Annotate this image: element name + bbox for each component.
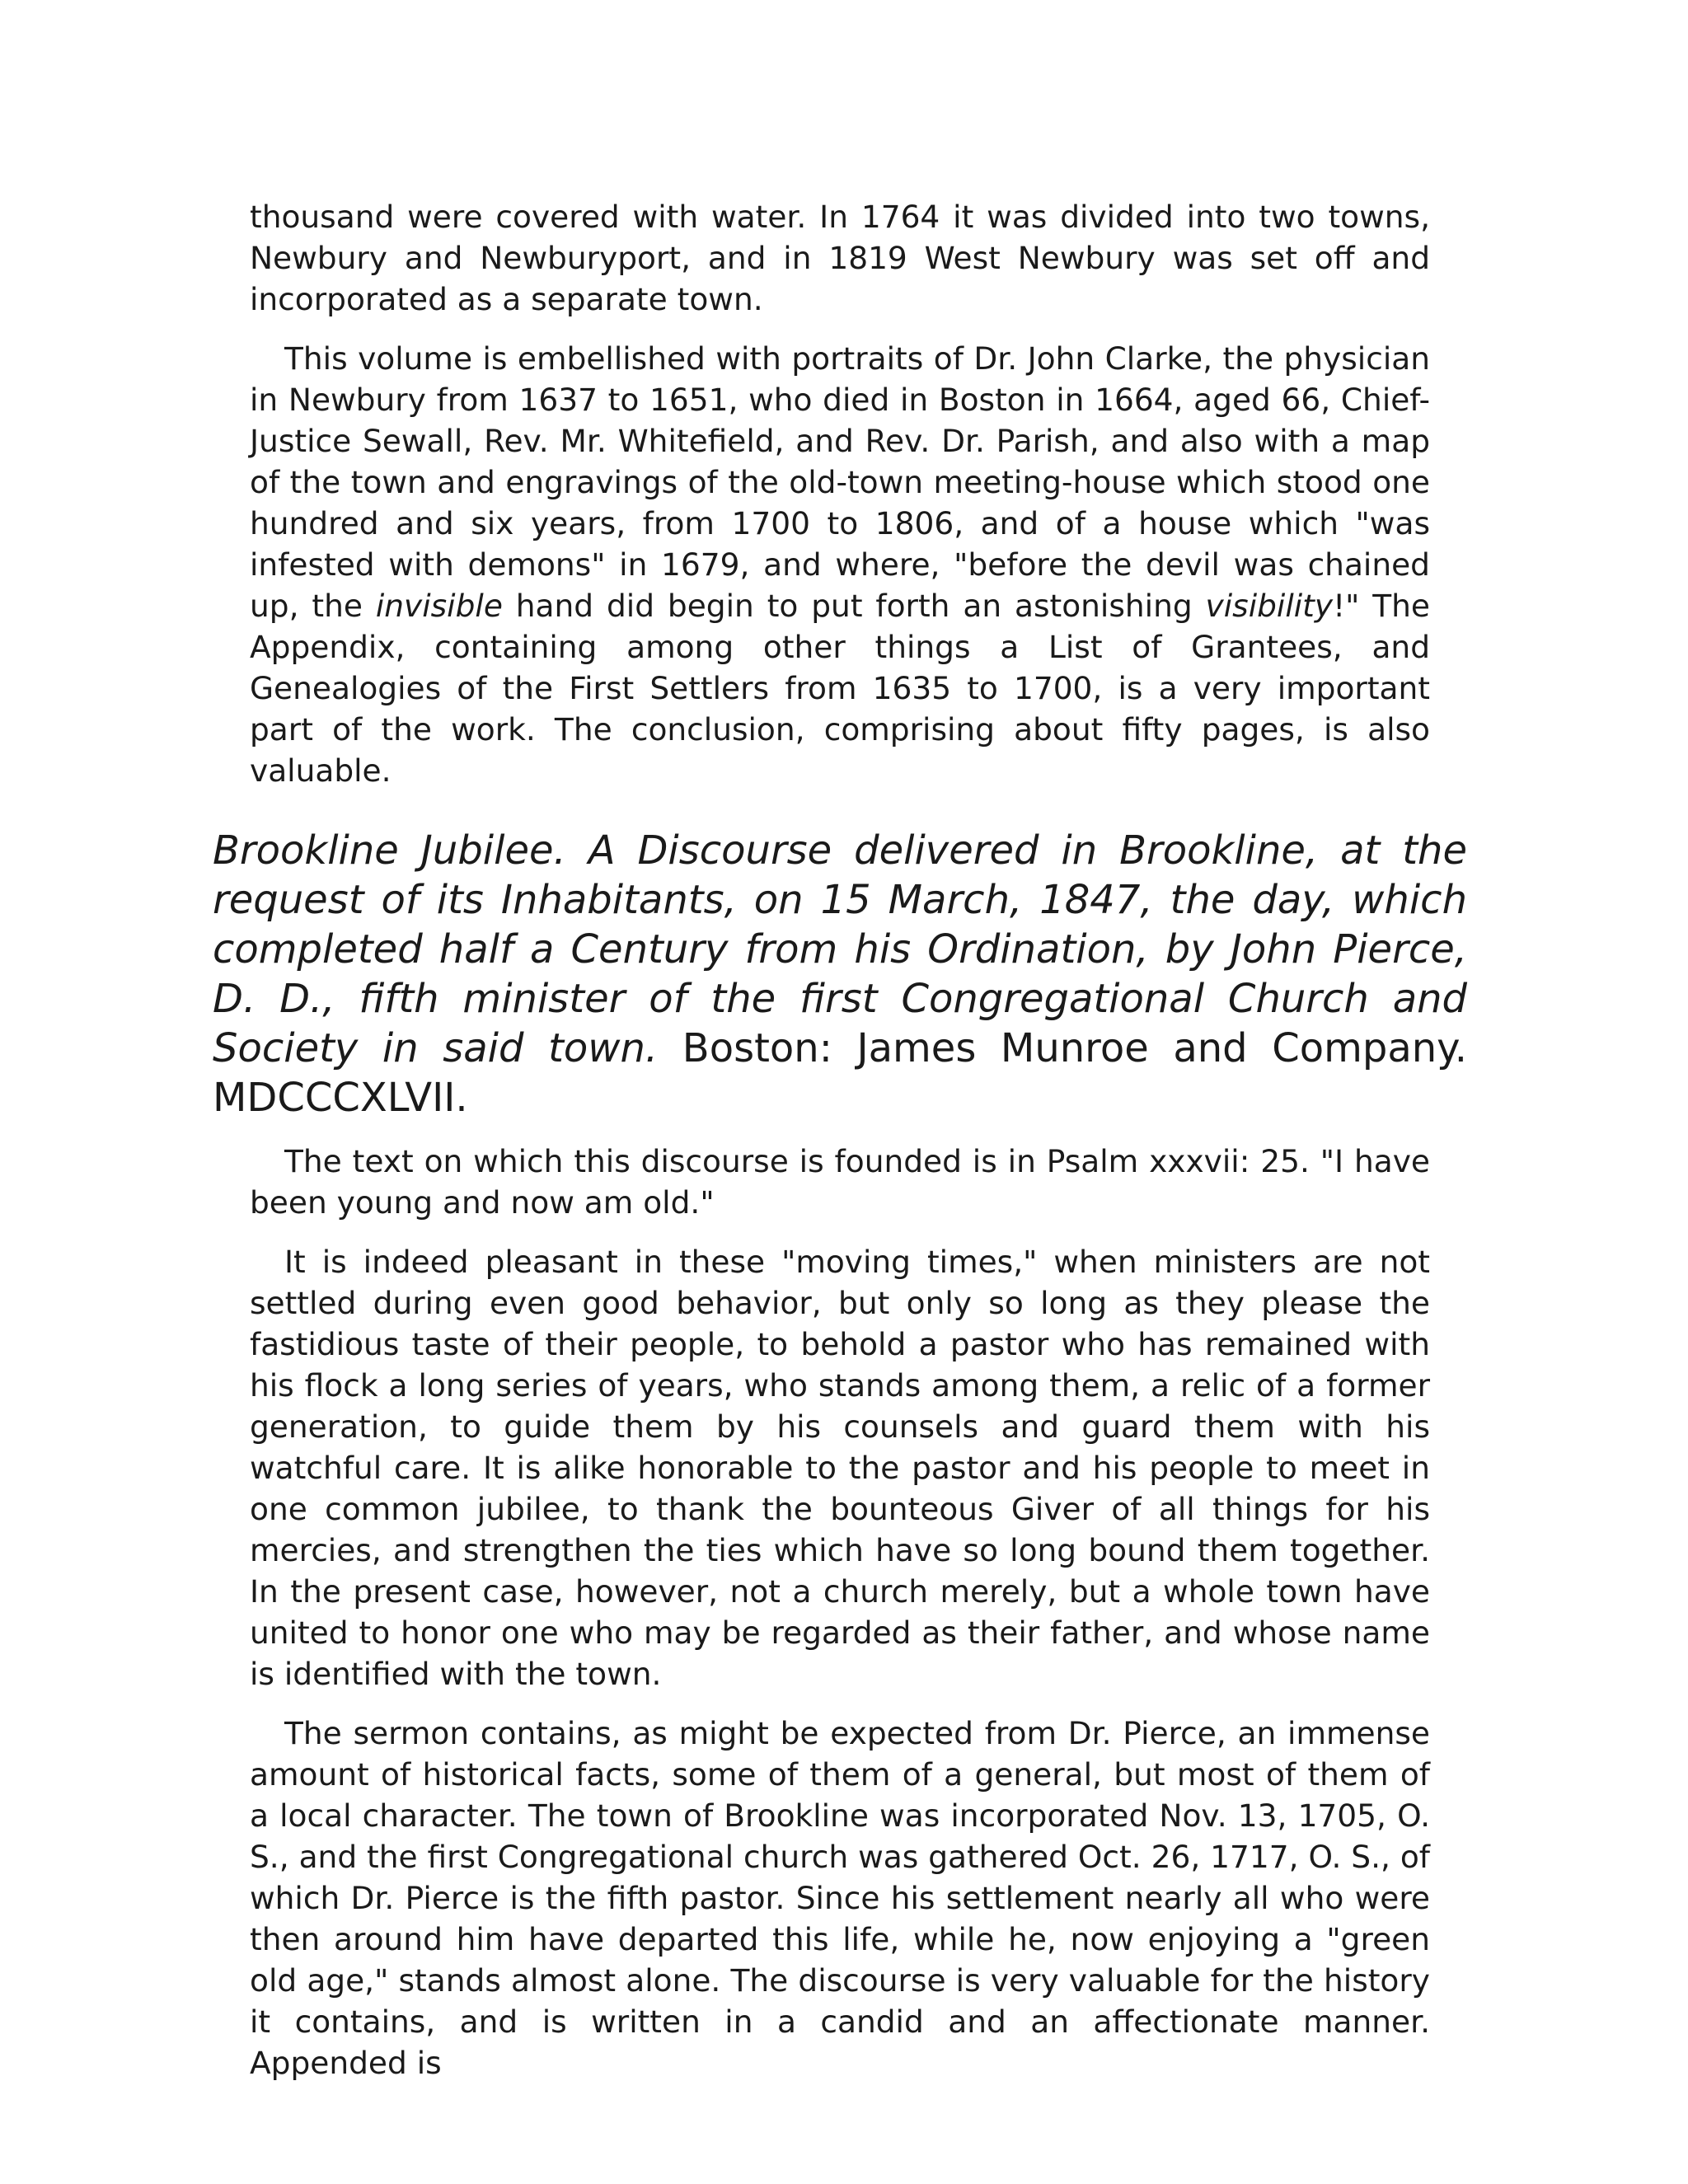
paragraph-continuation: thousand were covered with water. In 1764 it was divided into two towns, Newbury and Newburyport, and in 1819 West Newbury was set off and incorporated as a separate town. (250, 199, 1430, 317)
book-title: Brookline Jubilee. A Discourse delivered in Brookline, at the request of its Inhabitants, on 15 March, 1847, the day, which completed half a Century from his Ordination, by John Pierce, D. D., fifth minister of the first Congregational Church and Society in said town. (213, 827, 1467, 1071)
paragraph-text-source: The text on which this discourse is founded is in Psalm xxxvii: 25. "I have been young and now am old." (250, 1143, 1430, 1221)
paragraph-jubilee: It is indeed pleasant in these "moving times," when ministers are not settled during even good behavior, but only so long as they please the fastidious taste of their people, to behold a pastor who has remained with his flock a long series of years, who stands among them, a relic of a former generation, to guide them by his counsels and guard them with his watchful care. It is alike honorable to the pastor and his people to meet in one common jubilee, to thank the bounteous Giver of all things for his mercies, and strengthen the ties which have so long bound them together. In the present case, however, not a church merely, but a whole town have united to honor one who may be regarded as their father, and whose name is identified with the town. (250, 1244, 1430, 1692)
page-content (213, 196, 1468, 2102)
book-title-entry (213, 826, 1467, 1122)
book-publisher: Boston: James Munroe and Company. MDCCCXLVII. (213, 1025, 1468, 1121)
paragraph-sermon: The sermon contains, as might be expected from Dr. Pierce, an immense amount of historical facts, some of them of a general, but most of them of a local character. The town of Brookline was incorporated Nov. 13, 1705, O. S., and the first Congregational church was gathered Oct. 26, 1717, O. S., of which Dr. Pierce is the fifth pastor. Since his settlement nearly all who were then around him have departed this life, while he, now enjoying a "green old age," stands almost alone. The discourse is very valuable for the history it contains, and is written in a candid and an affectionate manner. Appended is (250, 1715, 1430, 2081)
emphasis-visibility: visibility (1205, 588, 1334, 624)
paragraph-volume-description (250, 338, 1430, 791)
emphasis-invisible: invisible (375, 588, 503, 624)
paragraph-text: !" The Appendix, containing among other things a List of Grantees, and Genealogies of the First Settlers from 1635 to 1700, is a very important part of the work. The conclusion, comprising about fifty pages, is also valuable. (250, 588, 1431, 789)
paragraph-text: hand did begin to put forth an astonishing (502, 588, 1206, 624)
paragraph-text: This volume is embellished with portraits of Dr. John Clarke, the physician in Newbury from 1637 to 1651, who died in Boston in 1664, aged 66, Chief-Justice Sewall, Rev. Mr. Whitefield, and Rev. Dr. Parish, and also with a map of the town and engravings of the old-town meeting-house which stood one hundred and six years, from 1700 to 1806, and of a house which "was infested with demons" in 1679, and where, "before the devil was chained up, the (250, 340, 1430, 624)
